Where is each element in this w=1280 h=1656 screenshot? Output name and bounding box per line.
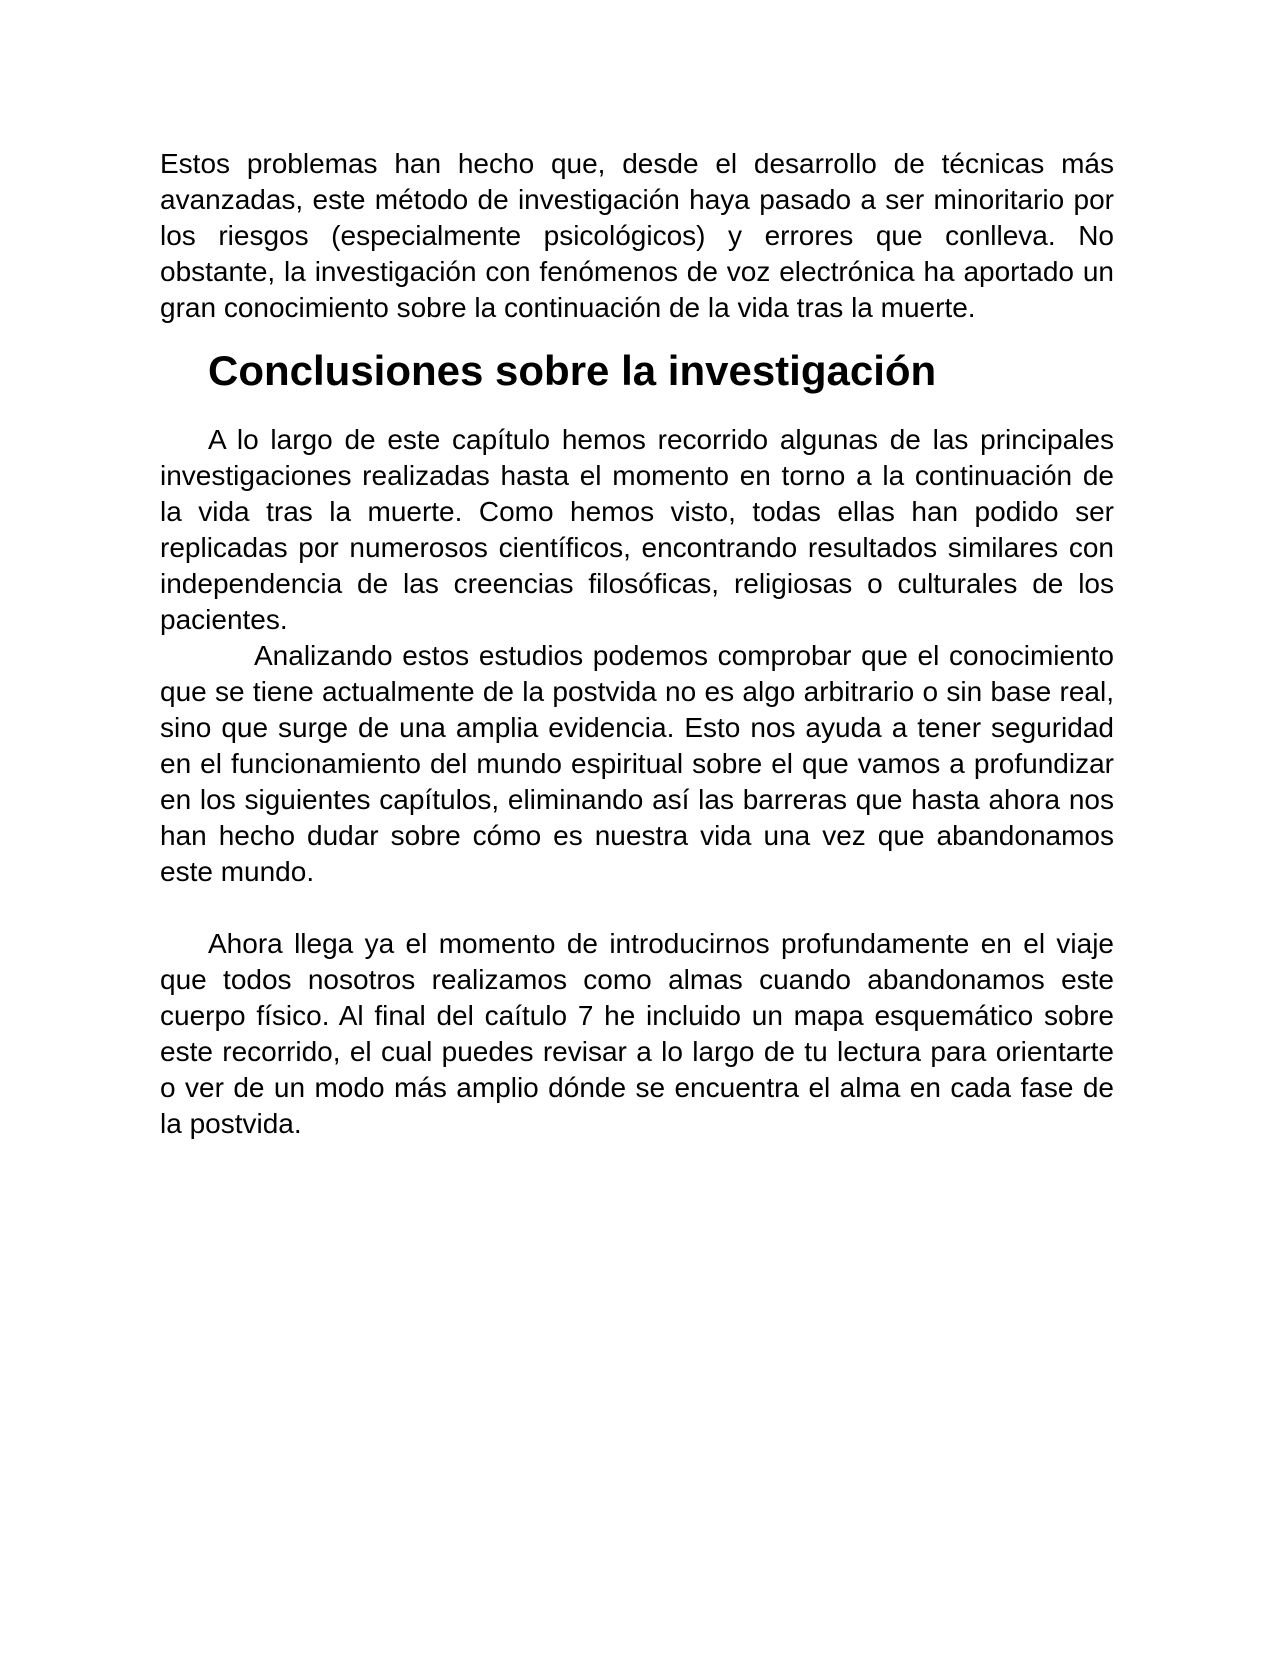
body-paragraph-4: Ahora llega ya el momento de introducirnos profundamente en el viaje que todos nosotros realizamos como almas cuando abandonamos este cuerpo físico. Al final del caítulo 7 he incluido un mapa esquemático sobre este recorrido, el cual puedes revisar a lo largo de tu lectura para orientarte o ver de un modo más amplio dónde se encuentra el alma en cada fase de la postvida. [160,928,1114,1139]
body-paragraph-1: Estos problemas han hecho que, desde el desarrollo de técnicas más avanzadas, este método de investigación haya pasado a ser minoritario por los riesgos (especialmente psicológicos) y errores que conlleva. No obstante, la investigación con fenómenos de voz electrónica ha aportado un gran conocimiento sobre la continuación de la vida tras la muerte. [160,148,1114,323]
section-heading: Conclusiones sobre la investigación [208,347,937,394]
body-paragraph-3: Analizando estos estudios podemos comprobar que el conocimiento que se tiene actualmente de la postvida no es algo arbitrario o sin base real, sino que surge de una amplia evidencia. Esto nos ayuda a tener seguridad en el funcionamiento del mundo espiritual sobre el que vamos a profundizar en los siguientes capítulos, eliminando así las barreras que hasta ahora nos han hecho dudar sobre cómo es nuestra vida una vez que abandonamos este mundo. [160,640,1114,887]
body-paragraph-2: A lo largo de este capítulo hemos recorrido algunas de las principales investigaciones realizadas hasta el momento en torno a la continuación de la vida tras la muerte. Como hemos visto, todas ellas han podido ser replicadas por numerosos científicos, encontrando resultados similares con independencia de las creencias filosóficas, religiosas o culturales de los pacientes. [160,424,1114,635]
page-content [160,146,1114,1142]
